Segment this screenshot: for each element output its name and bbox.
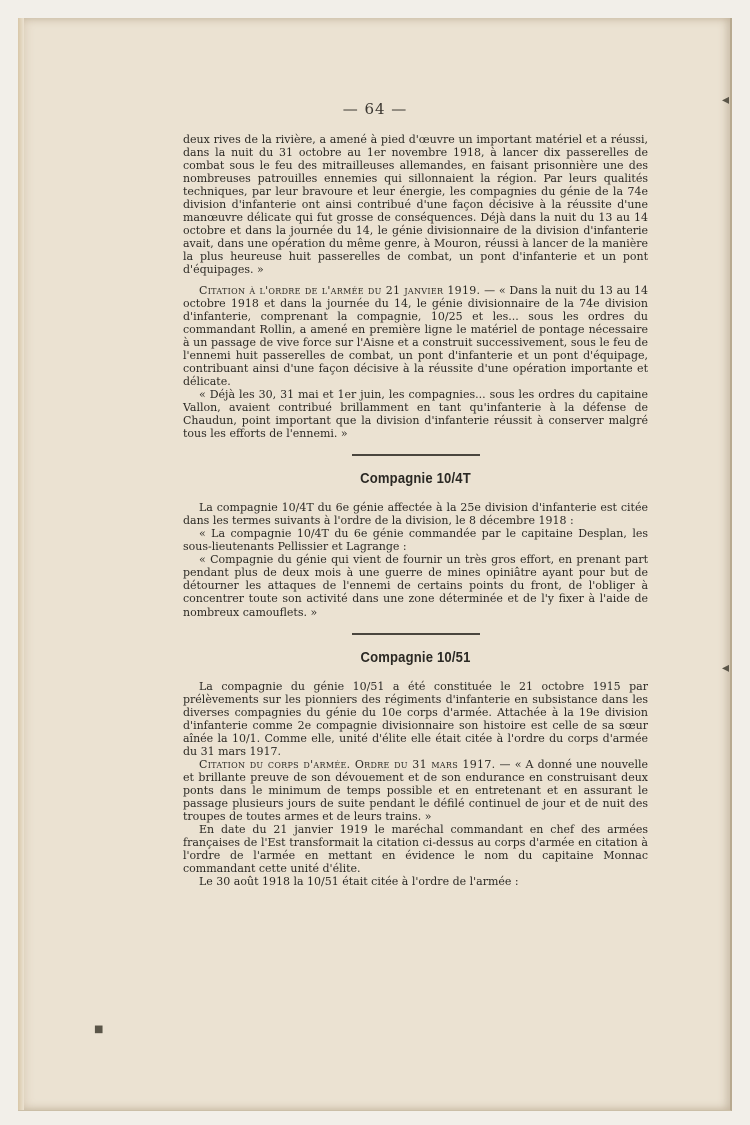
paragraph: La compagnie du génie 10/51 a été constituée le 21 octobre 1915 par prélèvements sur les pionniers des régiments d'infanterie en subsistance dans les diverses compagnies du génie du 10e corps d'armée. Attachée à la 19e division d'infanterie comme 2e compagnie divisionnaire son histoire est celle de sa sœur aînée la 10/1. Comme elle, unité d'élite elle était citée à l'ordre du corps d'armée du 31 mars 1917. (183, 679, 648, 758)
page-notch-mark: ◂ (722, 92, 730, 108)
citation-heading: Citation à l'ordre de l'armée du 21 janvier 1919. (199, 283, 481, 297)
citation-corps (183, 758, 648, 823)
ink-spot-mark: ■ (94, 1024, 104, 1035)
citation-text: — « A donné une nouvelle et brillante preuve de son dévouement et de son endurance en construisant deux ponts dans le minimum de temps possible et en entretenant et en assurant le passage plusieurs jours de suite pendant le défilé continuel de jour et de nuit des troupes de toutes armes et de leurs trains. » (183, 757, 648, 824)
section-divider (352, 454, 480, 456)
page-binding-edge (18, 18, 24, 1110)
paragraph: « La compagnie 10/4T du 6e génie commandée par le capitaine Desplan, les sous-lieutenants Pellissier et Lagrange : (183, 527, 648, 554)
paragraph: « Compagnie du génie qui vient de fournir un très gros effort, en prenant part pendant plus de deux mois à une guerre de mines opiniâtre ayant pour but de détourner les attaques de l'ennemi de certains points du front, de l'obliger à concentrer toute son activité dans une zone déterminée et de l'y fixer à l'aide de nombreux camouflets. » (183, 553, 648, 619)
citation-army-1919-cont: « Déjà les 30, 31 mai et 1er juin, les compagnies... sous les ordres du capitaine Vallon, avaient contribué brillamment en tant qu'infanterie à la défense de Chaudun, point important que la division d'infanterie réussit à conserver malgré tous les efforts de l'ennemi. » (183, 387, 648, 441)
page-notch-mark: ◂ (722, 660, 730, 676)
section-title-10-4t: Compagnie 10/4T (360, 471, 471, 488)
paragraph: La compagnie 10/4T du 6e génie affectée à la 25e division d'infanterie est citée dans les termes suivants à l'ordre de la division, le 8 décembre 1918 : (183, 501, 648, 528)
section-divider (352, 633, 480, 635)
citation-text: — « Dans la nuit du 13 au 14 octobre 1918 et dans la journée du 14, le génie divisionnaire de la 74e division d'infanterie, comprenant la compagnie, 10/25 et les... sous les ordres du commandant Rollin, a amené en première ligne le matériel de pontage nécessaire à un passage de vive force sur l'Aisne et a construit successivement, sous le feu de l'ennemi huit passerelles de combat, un pont d'infanterie et un pont d'équipage, contribuant ainsi d'une façon décisive à la réussite d'une opération importante et délicate. (183, 283, 648, 388)
paragraph-continuation: deux rives de la rivière, a amené à pied d'œuvre un important matériel et a réussi, dans la nuit du 31 octobre au 1er novembre 1918, à lancer dix passerelles de combat sous le feu des mitrailleuses allemandes, en faisant prisonnière une des nombreuses patrouilles ennemies qui sillonnaient la région. Par leurs qualités techniques, par leur bravoure et leur énergie, les compagnies du génie de la 74e division d'infanterie ont ainsi contribué d'une façon décisive à la réussite d'une manœuvre délicate qui fut grosse de conséquences. Déjà dans la nuit du 13 au 14 octobre et dans la journée du 14, le génie divisionnaire de la division d'infanterie avait, dans une opération du même genre, à Mouron, réussi à lancer de la manière la plus heureuse huit passerelles de combat, un pont d'infanterie et un pont d'équipages. » (183, 133, 648, 277)
page-number: — 64 — (342, 100, 408, 118)
citation-army-1919 (183, 284, 648, 388)
citation-heading: Citation du corps d'armée. Ordre du 31 mars 1917. (199, 757, 496, 771)
paragraph: Le 30 août 1918 la 10/51 était citée à l'ordre de l'armée : (199, 875, 519, 889)
paragraph: En date du 21 janvier 1919 le maréchal commandant en chef des armées françaises de l'Est transformait la citation ci-dessus au corps d'armée en citation à l'ordre de l'armée en mettant en évidence le nom du capitaine Monnac commandant cette unité d'élite. (183, 823, 648, 876)
page-body (183, 133, 648, 888)
section-title-10-51: Compagnie 10/51 (360, 649, 471, 666)
